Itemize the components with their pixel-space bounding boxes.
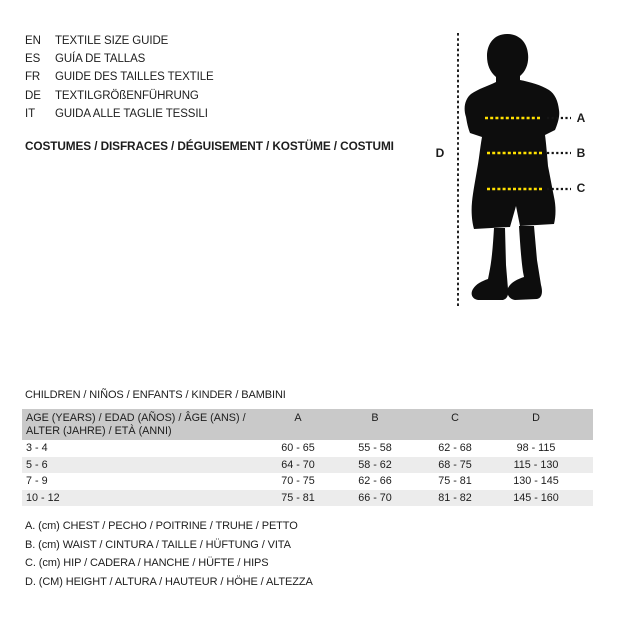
language-label: GUÍA DE TALLAS [55, 53, 146, 66]
hip-cell: 81 - 82 [438, 491, 472, 504]
height-cell: 145 - 160 [513, 491, 559, 504]
language-row-it [25, 105, 214, 123]
language-row-en [25, 32, 214, 50]
column-header-d: D [532, 412, 540, 424]
waist-cell: 58 - 62 [358, 458, 392, 471]
language-code: DE [25, 89, 41, 102]
section-title-children: CHILDREN / NIÑOS / ENFANTS / KINDER / BAMBINI [25, 389, 286, 401]
measure-label-b: B [576, 146, 586, 160]
table-row [22, 490, 593, 507]
measurement-legend [25, 517, 313, 592]
legend-line-waist: B. (cm) WAIST / CINTURA / TAILLE / HÜFTUNG / VITA [25, 538, 291, 551]
silhouette-right-leg [507, 226, 542, 300]
size-table [22, 409, 593, 506]
language-row-es [25, 50, 214, 68]
age-cell: 7 - 9 [26, 475, 48, 488]
column-header-b: B [371, 412, 379, 424]
silhouette-left-leg [472, 228, 509, 300]
category-title: COSTUMES / DISFRACES / DÉGUISEMENT / KOSTÜME / COSTUMI [25, 139, 394, 153]
height-cell: 115 - 130 [513, 458, 559, 471]
age-cell: 10 - 12 [26, 491, 60, 504]
measure-label-d: D [435, 146, 445, 160]
language-code: ES [25, 53, 41, 66]
age-cell: 3 - 4 [26, 442, 48, 455]
waist-cell: 66 - 70 [358, 491, 392, 504]
chest-cell: 75 - 81 [281, 491, 315, 504]
language-code: FR [25, 71, 41, 84]
hip-cell: 68 - 75 [438, 458, 472, 471]
legend-line-chest: A. (cm) CHEST / PECHO / POITRINE / TRUHE / PETTO [25, 520, 298, 532]
age-cell: 5 - 6 [26, 458, 48, 471]
height-cell: 98 - 115 [516, 442, 556, 455]
legend-line-height: D. (CM) HEIGHT / ALTURA / HAUTEUR / HÖHE / ALTEZZA [25, 576, 313, 589]
table-row [22, 473, 593, 490]
column-header-c: C [451, 412, 459, 424]
chest-cell: 70 - 75 [281, 475, 315, 488]
age-column-header-line1: AGE (YEARS) / EDAD (AÑOS) / ÂGE (ANS) / [26, 412, 246, 424]
measure-label-a: A [576, 111, 586, 125]
age-column-header-line2: ALTER (JAHRE) / ETÀ (ANNI) [26, 425, 172, 437]
language-code: EN [25, 35, 41, 47]
silhouette-body [465, 34, 560, 229]
language-row-fr [25, 68, 214, 86]
waist-cell: 55 - 58 [358, 442, 392, 455]
measure-label-c: C [576, 181, 586, 195]
language-label: TEXTILE SIZE GUIDE [55, 35, 169, 47]
legend-line-hip: C. (cm) HIP / CADERA / HANCHE / HÜFTE / HIPS [25, 557, 269, 570]
waist-cell: 62 - 66 [358, 475, 392, 488]
language-label: GUIDA ALLE TAGLIE TESSILI [55, 107, 208, 120]
height-cell: 130 - 145 [513, 475, 559, 488]
table-row [22, 457, 593, 474]
hip-cell: 62 - 68 [438, 442, 472, 455]
hip-cell: 75 - 81 [438, 475, 472, 488]
age-column-header [22, 409, 260, 438]
language-code: IT [25, 107, 36, 120]
size-table-header [22, 409, 593, 440]
child-silhouette-figure [430, 20, 595, 312]
column-header-a: A [294, 412, 302, 424]
language-list [25, 32, 214, 123]
chest-cell: 60 - 65 [281, 442, 315, 455]
language-row-de [25, 87, 214, 105]
language-label: TEXTILGRÖßENFÜHRUNG [55, 89, 199, 102]
language-label: GUIDE DES TAILLES TEXTILE [55, 71, 214, 84]
table-row [22, 440, 593, 457]
measurement-figure [430, 20, 595, 312]
chest-cell: 64 - 70 [281, 458, 315, 471]
